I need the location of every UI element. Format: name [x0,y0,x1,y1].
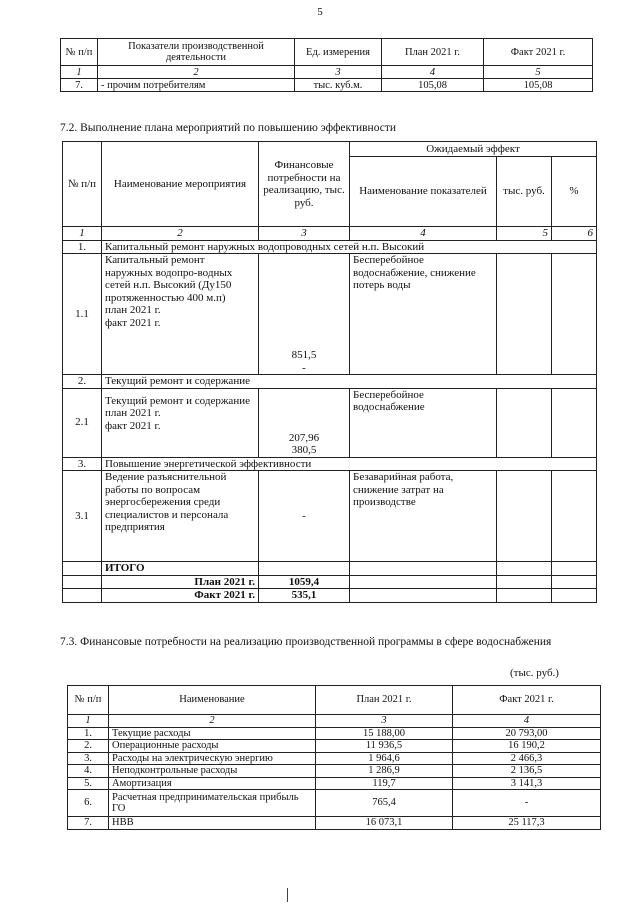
row-fact: 3 141,3 [453,777,601,790]
index-row [61,66,593,79]
header-indicators: Наименование показателей [350,157,497,227]
index-row [63,227,597,241]
item-rub [497,254,552,375]
item-pct [552,388,597,457]
index-cell: 5 [484,66,593,79]
item-rub [497,388,552,457]
table-row [68,727,601,740]
index-cell: 1 [68,715,109,728]
item-fact-label: факт 2021 г. [105,419,161,432]
row-name: - прочим потребителям [98,79,295,92]
header-num: № п/п [68,686,109,715]
index-cell: 6 [552,227,597,241]
header-pct: % [552,157,597,227]
item-description: Капитальный ремонт наружных водопро-водных сетей н.п. Высокий (Ду150 протяженностью 400 м.п) [105,254,233,304]
plan-total-pct [552,575,597,589]
index-cell: 4 [453,715,601,728]
item-row [63,471,597,562]
total-label: ИТОГО [102,562,259,576]
header-rub: тыс. руб. [497,157,552,227]
unit-note: (тыс. руб.) [510,667,559,679]
row-plan: 765,4 [316,790,453,817]
row-name: Текущие расходы [109,727,316,740]
item-name: Ведение разъяснительной работы по вопросам энергосбережения среди специалистов и персонала предприятия [102,471,259,562]
index-cell: 2 [102,227,259,241]
row-num: 5. [68,777,109,790]
item-finance [259,388,350,457]
item-row [63,254,597,375]
header-name: Наименование [109,686,316,715]
row-fact: 105,08 [484,79,593,92]
group-row [63,240,597,254]
row-plan: 1 286,9 [316,765,453,778]
row-plan: 11 936,5 [316,740,453,753]
item-effect: Бесперебойное водоснабжение [350,388,497,457]
table-row [68,752,601,765]
footer-mark [287,888,288,902]
fact-total-value: 535,1 [259,589,350,603]
row-plan: 15 188,00 [316,727,453,740]
index-cell: 5 [497,227,552,241]
group-num: 2. [63,375,102,389]
item-finance [259,254,350,375]
fact-total-num [63,589,102,603]
total-finance [259,562,350,576]
row-num: 4. [68,765,109,778]
row-name: Неподконтрольные расходы [109,765,316,778]
row-name: Расчетная предпринимательская прибыль ГО [109,790,316,817]
total-row [63,562,597,576]
index-cell: 3 [316,715,453,728]
row-name: Расходы на электрическую энергию [109,752,316,765]
row-fact: 20 793,00 [453,727,601,740]
index-cell: 3 [295,66,382,79]
table-row [68,817,601,830]
header-plan: План 2021 г. [316,686,453,715]
total-num [63,562,102,576]
group-title: Текущий ремонт и содержание [102,375,597,389]
row-num: 1. [68,727,109,740]
header-num: № п/п [61,39,98,66]
row-name: Амортизация [109,777,316,790]
plan-total-effect [350,575,497,589]
item-pct [552,471,597,562]
plan-total-row [63,575,597,589]
total-rub [497,562,552,576]
index-cell: 1 [63,227,102,241]
item-fact-value: 380,5 [291,444,317,456]
total-effect [350,562,497,576]
page-number: 5 [317,6,323,18]
item-plan-value: 207,96 [288,431,320,444]
header-finance: Финансовые потребности на реализацию, тыс. руб. [259,142,350,227]
table-row [68,765,601,778]
table-header-row [61,39,593,66]
item-row [63,388,597,457]
efficiency-measures-table [62,141,597,603]
plan-total-num [63,575,102,589]
table-row [68,777,601,790]
table-header-row [68,686,601,715]
row-name: НВВ [109,817,316,830]
section-7-3-title: 7.3. Финансовые потребности на реализацию производственной программы в сфере водоснабжения [60,636,552,648]
table-row [61,79,593,92]
item-pct [552,254,597,375]
item-num: 3.1 [63,471,102,562]
header-plan: План 2021 г. [382,39,484,66]
production-indicators-table [60,38,593,92]
fact-total-rub [497,589,552,603]
index-cell: 4 [350,227,497,241]
table-row [68,740,601,753]
row-name: Операционные расходы [109,740,316,753]
header-measure: Наименование мероприятия [102,142,259,227]
group-row [63,375,597,389]
index-cell: 4 [382,66,484,79]
index-row [68,715,601,728]
item-plan-value: 851,5 [291,349,317,361]
fact-total-pct [552,589,597,603]
table-header-row [63,142,597,157]
header-fact: Факт 2021 г. [453,686,601,715]
item-num: 2.1 [63,388,102,457]
index-cell: 2 [98,66,295,79]
row-plan: 16 073,1 [316,817,453,830]
group-title: Капитальный ремонт наружных водопроводных сетей н.п. Высокий [102,240,597,254]
plan-total-label: План 2021 г. [102,575,259,589]
row-fact: 2 136,5 [453,765,601,778]
item-num: 1.1 [63,254,102,375]
header-indicator: Показатели производственной деятельности [98,39,295,66]
total-pct [552,562,597,576]
row-fact: - [453,790,601,817]
header-num: № п/п [63,142,102,227]
item-rub [497,471,552,562]
row-plan: 105,08 [382,79,484,92]
table-row [68,790,601,817]
item-description: Текущий ремонт и содержание [105,394,250,407]
row-plan: 119,7 [316,777,453,790]
row-fact: 16 190,2 [453,740,601,753]
plan-total-rub [497,575,552,589]
row-num: 7. [68,817,109,830]
index-cell: 2 [109,715,316,728]
group-row [63,457,597,471]
item-fact-value: - [302,361,306,374]
item-finance: - [259,471,350,562]
item-effect: Бесперебойное водоснабжение, снижение потерь воды [350,254,497,375]
header-fact: Факт 2021 г. [484,39,593,66]
group-title: Повышение энергетической эффективности [102,457,597,471]
row-num: 6. [68,790,109,817]
item-effect: Безаварийная работа, снижение затрат на производстве [350,471,497,562]
row-fact: 2 466,3 [453,752,601,765]
row-fact: 25 117,3 [453,817,601,830]
row-unit: тыс. куб.м. [295,79,382,92]
row-num: 7. [61,79,98,92]
item-name [102,388,259,457]
financial-needs-table [67,685,601,830]
item-fact-label: факт 2021 г. [105,316,161,329]
row-num: 2. [68,740,109,753]
header-unit: Ед. измерения [295,39,382,66]
header-effect: Ожидаемый эффект [350,142,597,157]
item-name [102,254,259,375]
row-num: 3. [68,752,109,765]
section-7-2-title: 7.2. Выполнение плана мероприятий по повышению эффективности [60,122,397,134]
index-cell: 3 [259,227,350,241]
plan-total-value: 1059,4 [259,575,350,589]
group-num: 1. [63,240,102,254]
item-plan-label: план 2021 г. [105,304,161,316]
fact-total-effect [350,589,497,603]
row-plan: 1 964,6 [316,752,453,765]
fact-total-label: Факт 2021 г. [102,589,259,603]
item-plan-label: план 2021 г. [105,407,161,419]
group-num: 3. [63,457,102,471]
index-cell: 1 [61,66,98,79]
fact-total-row [63,589,597,603]
